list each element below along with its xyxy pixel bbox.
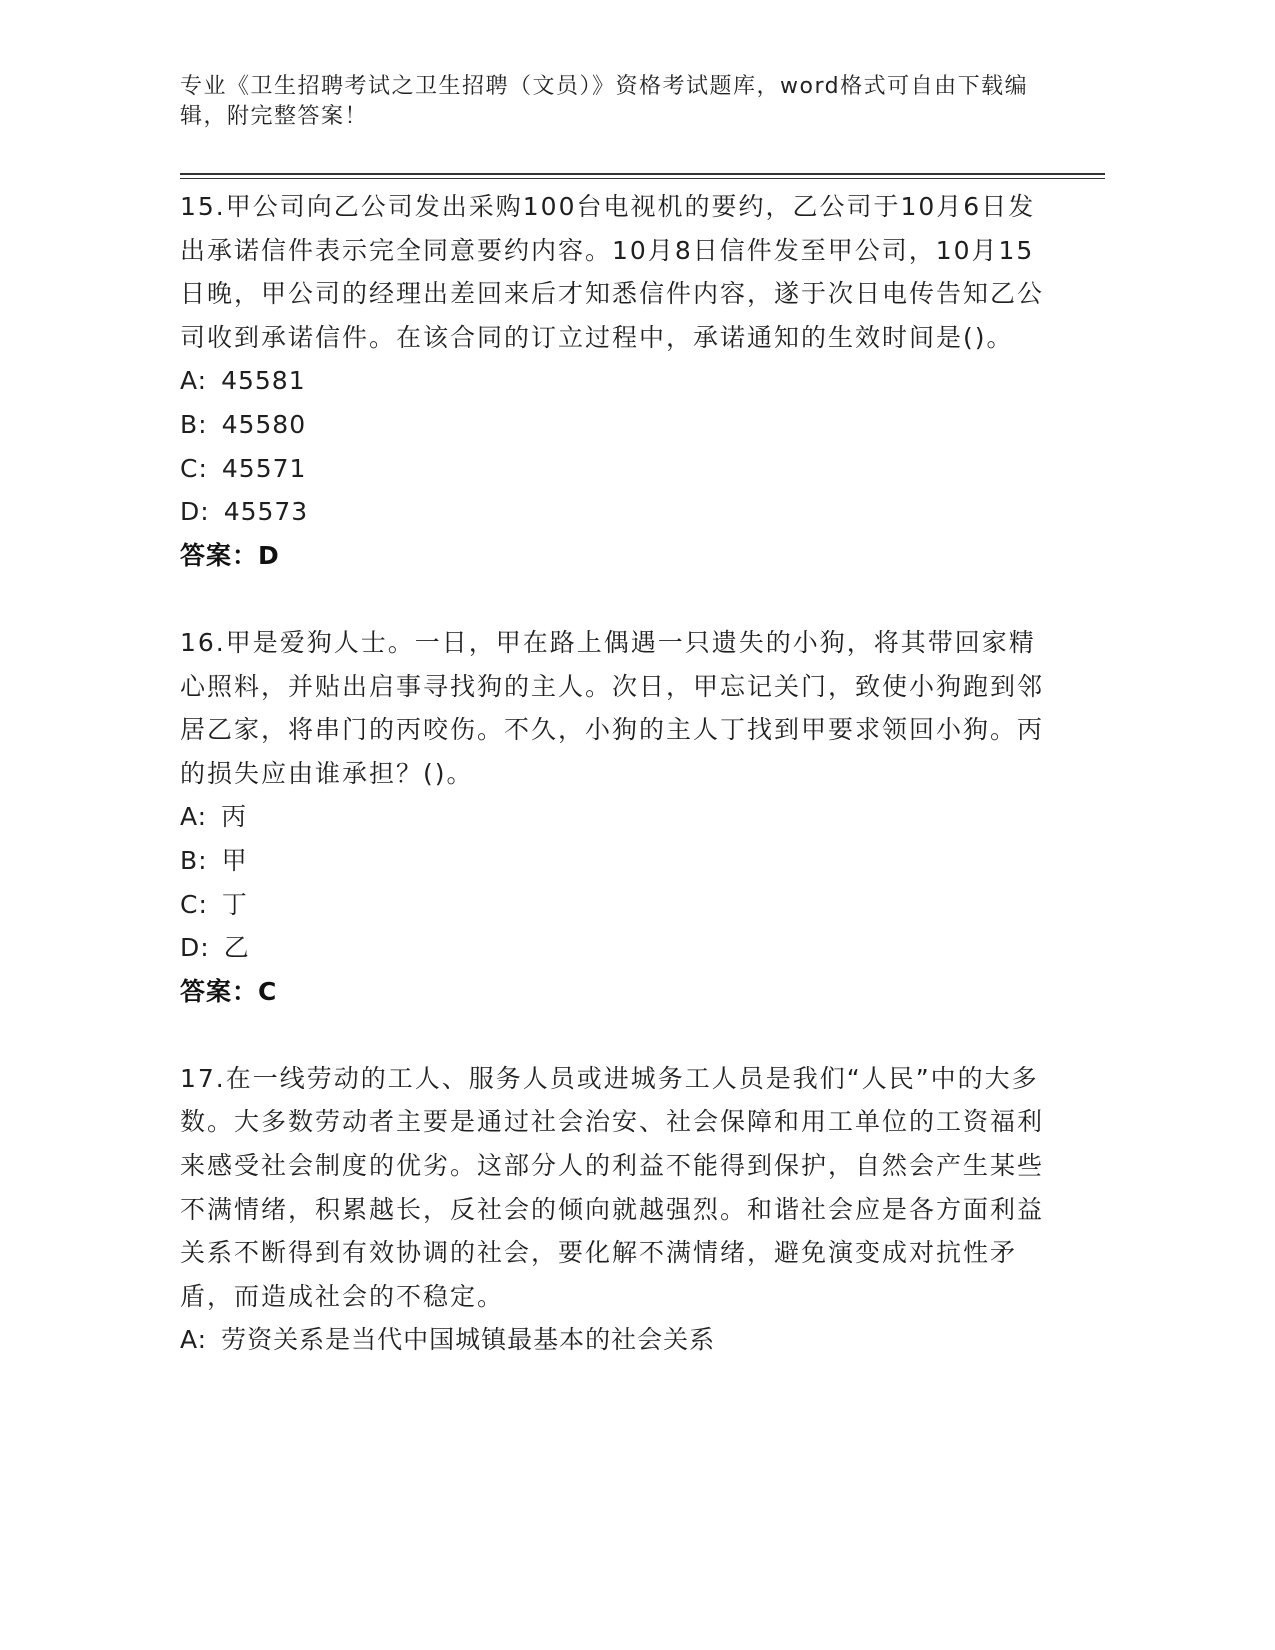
option-text: 45573 — [223, 497, 309, 527]
question-text: 15.甲公司向乙公司发出采购100台电视机的要约，乙公司于10月6日发出承诺信件表示完全同意要约内容。10月8日信件发至甲公司，10月15日晚，甲公司的经理出差回来后才知悉信件内容，遂于次日电传告知乙公司收到承诺信件。在该合同的订立过程中，承诺通知的生效时间是()。 — [180, 192, 1045, 352]
answer-line: 答案：D — [180, 540, 280, 570]
option-letter: A: — [180, 1325, 208, 1355]
option-text: 甲 — [221, 845, 248, 875]
option-d — [180, 490, 1050, 534]
option-a — [180, 359, 1050, 403]
option-c — [180, 883, 1050, 927]
option-text: 45571 — [221, 453, 307, 483]
option-letter: D: — [180, 497, 210, 527]
question-text: 16.甲是爱狗人士。一日，甲在路上偶遇一只遗失的小狗，将其带回家精心照料，并贴出启事寻找狗的主人。次日，甲忘记关门，致使小狗跑到邻居乙家，将串门的丙咬伤。不久，小狗的主人丁找到甲要求领回小狗。丙的损失应由谁承担？()。 — [180, 627, 1045, 788]
question-text: 17.在一线劳动的工人、服务人员或进城务工人员是我们“人民”中的大多数。大多数劳动者主要是通过社会治安、社会保障和用工单位的工资福利来感受社会制度的优劣。这部分人的利益不能得到保护，自然会产生某些不满情绪，积累越长，反社会的倾向就越强烈。和谐社会应是各方面利益关系不断得到有效协调的社会，要化解不满情绪，避免演变成对抗性矛盾，而造成社会的不稳定。 — [180, 1063, 1045, 1311]
option-letter: B: — [180, 845, 208, 875]
question-16 — [180, 621, 1050, 1013]
answer-line: 答案：C — [180, 976, 278, 1006]
header-divider-thin — [180, 178, 1105, 179]
option-letter: C: — [180, 889, 208, 919]
option-text: 劳资关系是当代中国城镇最基本的社会关系 — [221, 1325, 716, 1355]
spacer — [180, 1013, 1050, 1057]
option-b — [180, 403, 1050, 447]
spacer — [180, 577, 1050, 621]
option-letter: D: — [180, 933, 210, 963]
option-letter: A: — [180, 366, 208, 396]
option-text: 乙 — [223, 933, 250, 963]
option-letter: B: — [180, 409, 208, 439]
option-a — [180, 795, 1050, 839]
question-15 — [180, 185, 1050, 577]
header-divider-thick — [180, 173, 1105, 175]
option-letter: C: — [180, 453, 208, 483]
option-b — [180, 839, 1050, 883]
option-text: 45581 — [221, 366, 306, 396]
option-text: 丁 — [221, 889, 248, 919]
option-a — [180, 1318, 1050, 1362]
option-d — [180, 926, 1050, 970]
document-header: 专业《卫生招聘考试之卫生招聘（文员）》资格考试题库，word格式可自由下载编辑，附完整答案！ — [180, 74, 1029, 129]
option-letter: A: — [180, 802, 208, 832]
option-text: 45580 — [221, 409, 307, 439]
option-text: 丙 — [221, 802, 248, 832]
option-c — [180, 447, 1050, 491]
question-17 — [180, 1057, 1050, 1362]
question-list — [180, 185, 1050, 1362]
